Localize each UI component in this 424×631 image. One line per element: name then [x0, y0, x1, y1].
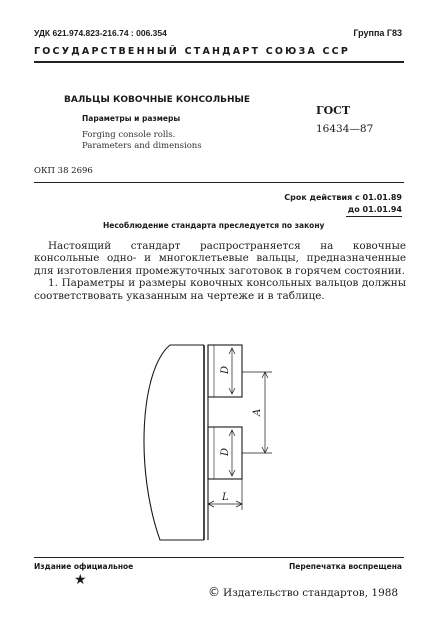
- frame-outline: [144, 345, 204, 540]
- body-paragraph-2: 1. Параметры и размеры ковочных консольных вальцов должны соответствовать указанным на чертеже и в таблице.: [34, 277, 406, 302]
- copyright-text: Издательство стандартов, 1988: [223, 587, 399, 599]
- dim-d-upper-label: D: [220, 365, 231, 374]
- gost-label: ГОСТ: [316, 104, 351, 117]
- reprint-prohibited-note: Перепечатка воспрещена: [288, 562, 402, 571]
- body-paragraph-1: Настоящий стандарт распространяется на ковочные консольные одно- и многоклетьевые вальцы, предназначенные для изготовления промежуточных заготовок в горячем состоянии.: [34, 240, 406, 277]
- official-edition-note: Издание официальное: [34, 562, 134, 571]
- star-icon: ★: [74, 572, 87, 588]
- legal-warning: Несоблюдение стандарта преследуется по закону: [103, 221, 325, 230]
- validity-start: Срок действия с 01.01.89: [284, 193, 402, 202]
- udk-code: УДК 621.974.823-216.74 : 006.354: [34, 28, 167, 38]
- dim-d-lower-label: D: [220, 447, 231, 456]
- copyright: [208, 585, 398, 599]
- okp-code: ОКП 38 2696: [34, 166, 93, 176]
- bottom-rule: [34, 557, 404, 558]
- state-standard-heading: ГОСУДАРСТВЕННЫЙ СТАНДАРТ СОЮЗА ССР: [34, 46, 351, 57]
- copyright-icon: ©: [208, 585, 220, 599]
- gost-number: 16434—87: [316, 123, 374, 135]
- dim-a-label: A: [252, 408, 263, 416]
- english-title-line-1: Forging console rolls.: [82, 130, 176, 140]
- validity-end: до 01.01.94: [347, 205, 402, 214]
- dim-l-label: L: [222, 492, 229, 503]
- group-code: Группа Г83: [353, 28, 402, 38]
- document-title: ВАЛЬЦЫ КОВОЧНЫЕ КОНСОЛЬНЫЕ: [64, 95, 251, 105]
- english-title-line-2: Parameters and dimensions: [82, 141, 202, 151]
- document-subtitle: Параметры и размеры: [82, 114, 181, 123]
